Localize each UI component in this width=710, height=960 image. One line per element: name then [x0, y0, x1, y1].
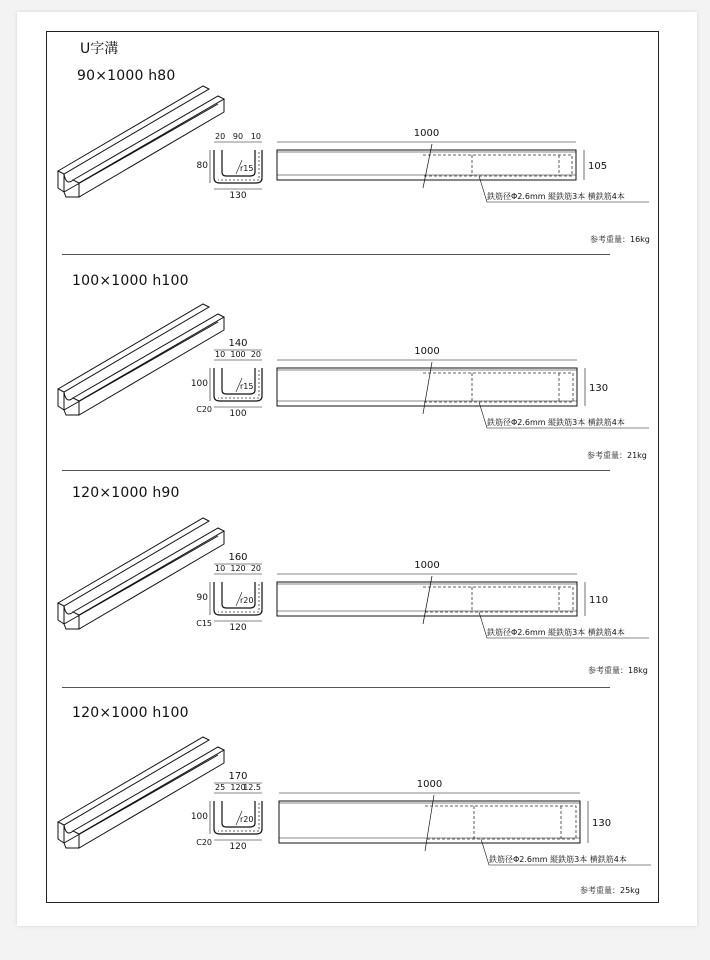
side-height-dimension: 105 — [588, 161, 608, 172]
section-divider — [62, 254, 610, 255]
rebar-spec-note: 鉄筋径Φ2.6mm 縦鉄筋3本 横鉄筋4本 — [487, 192, 625, 201]
section-heading: 90×1000 h80 — [77, 68, 176, 84]
rebar-spec-note: 鉄筋径Φ2.6mm 縦鉄筋3本 横鉄筋4本 — [489, 855, 627, 864]
section-drawing — [58, 737, 651, 865]
section-bottom-dim: 100 — [229, 409, 247, 419]
side-elevation-view — [277, 560, 649, 638]
section-heading: 120×1000 h90 — [72, 485, 180, 501]
u-channel-isometric-view — [58, 304, 224, 415]
section-top-dim: 12.5 — [243, 783, 261, 792]
section-bottom-dim: 130 — [229, 191, 247, 201]
section-top-dim: 90 — [232, 132, 244, 141]
section-chamfer-label: C20 — [196, 838, 212, 847]
cross-section-view — [191, 338, 262, 419]
section-drawing — [58, 304, 649, 428]
u-channel-isometric-view — [58, 86, 224, 197]
section-heading: 120×1000 h100 — [72, 705, 189, 721]
section-top-dim: 25 — [215, 783, 226, 792]
length-dimension: 1000 — [416, 779, 443, 790]
side-elevation-view — [279, 779, 651, 865]
u-channel-isometric-view — [58, 737, 224, 848]
reference-weight: 参考重量：21kg — [587, 451, 647, 460]
rebar-spec-note: 鉄筋径Φ2.6mm 縦鉄筋3本 横鉄筋4本 — [487, 628, 625, 637]
section-height-dim: 90 — [196, 593, 208, 603]
section-top-dim: 120 — [230, 783, 246, 792]
side-height-dimension: 130 — [589, 383, 609, 394]
section-radius-label: r20 — [240, 815, 254, 824]
cross-section-view — [196, 552, 262, 633]
section-divider — [62, 687, 610, 688]
rebar-spec-note: 鉄筋径Φ2.6mm 縦鉄筋3本 横鉄筋4本 — [487, 418, 625, 427]
section-overall-width: 140 — [228, 338, 248, 349]
section-radius-label: r20 — [240, 596, 254, 605]
section-radius-label: r15 — [240, 164, 254, 173]
section-bottom-dim: 120 — [229, 842, 247, 852]
section-top-dim: 120 — [230, 564, 246, 573]
section-top-dim: 20 — [250, 564, 261, 573]
u-channel-isometric-view — [58, 518, 224, 629]
length-dimension: 1000 — [414, 560, 440, 571]
section-bottom-dim: 120 — [229, 623, 247, 633]
section-top-dim: 100 — [230, 350, 246, 359]
page-title: U字溝 — [80, 41, 119, 57]
cross-section-view — [191, 771, 262, 852]
section-top-dim: 10 — [215, 350, 226, 359]
side-elevation-view — [277, 346, 649, 428]
side-height-dimension: 130 — [592, 818, 612, 829]
section-divider — [62, 470, 610, 471]
section-drawing — [58, 86, 649, 202]
section-top-dim: 10 — [250, 132, 261, 141]
reference-weight: 参考重量：25kg — [580, 886, 640, 895]
length-dimension: 1000 — [413, 128, 440, 139]
section-top-dim: 20 — [250, 350, 261, 359]
section-top-dim: 20 — [215, 132, 226, 141]
section-height-dim: 100 — [190, 812, 208, 822]
section-chamfer-label: C15 — [196, 619, 212, 628]
cross-section-view — [197, 132, 262, 201]
section-chamfer-label: C20 — [196, 405, 212, 414]
section-drawing — [58, 518, 649, 638]
section-top-dim: 10 — [215, 564, 226, 573]
side-elevation-view — [277, 128, 649, 202]
length-dimension: 1000 — [414, 346, 440, 357]
reference-weight: 参考重量：16kg — [590, 235, 650, 244]
side-height-dimension: 110 — [589, 595, 609, 606]
section-overall-width: 170 — [228, 771, 248, 782]
reference-weight: 参考重量：18kg — [588, 666, 648, 675]
section-height-dim: 80 — [196, 161, 208, 171]
section-overall-width: 160 — [228, 552, 248, 563]
section-heading: 100×1000 h100 — [72, 273, 189, 289]
section-height-dim: 100 — [190, 379, 208, 389]
section-radius-label: r15 — [240, 382, 254, 391]
